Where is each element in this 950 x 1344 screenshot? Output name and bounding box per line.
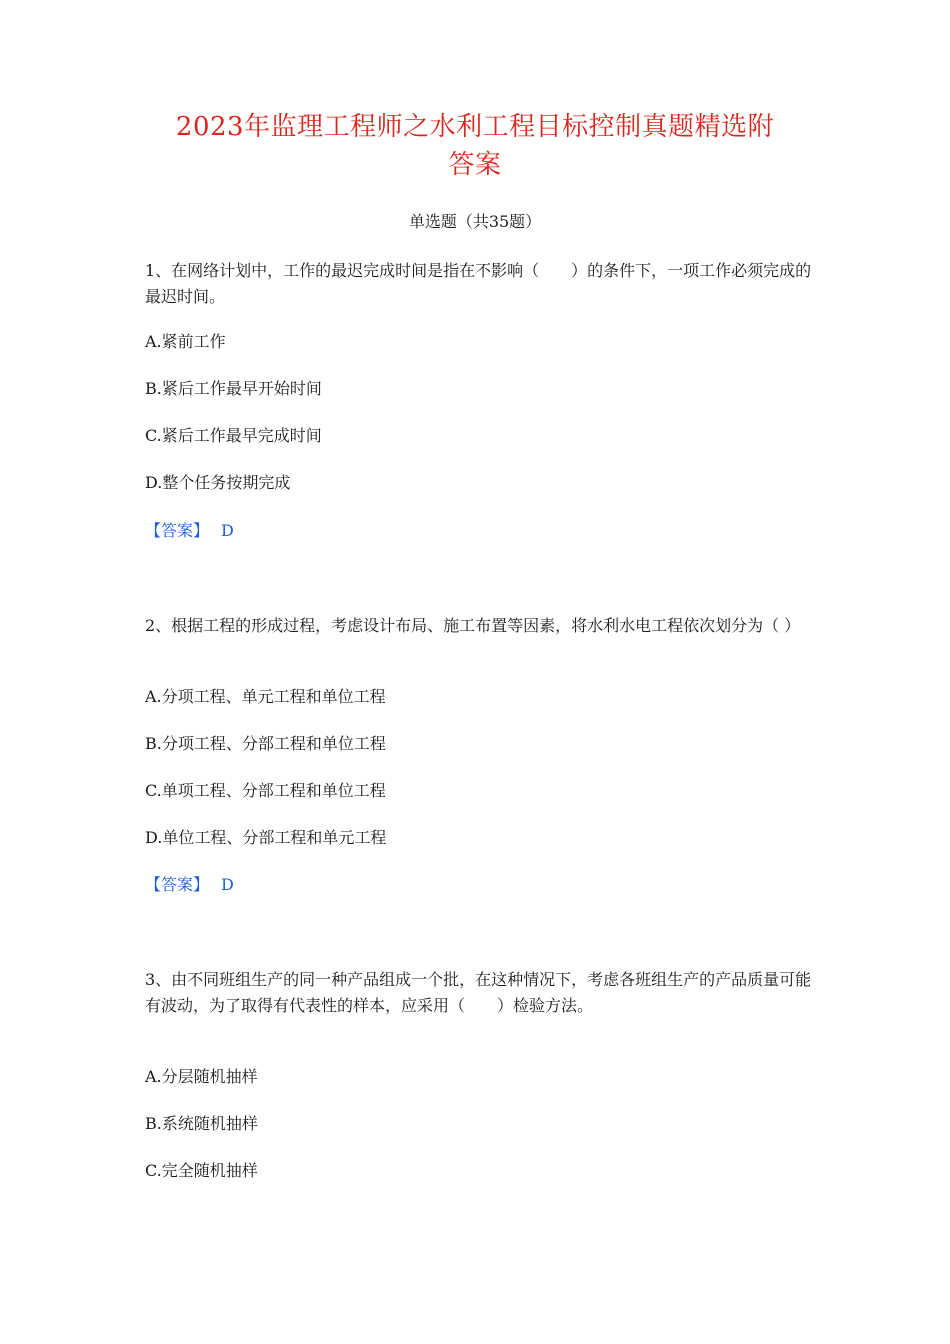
- question-3-text: 3、由不同班组生产的同一种产品组成一个批，在这种情况下，考虑各班组生产的产品质量可能有波动，为了取得有代表性的样本，应采用（ ）检验方法。: [145, 970, 812, 1015]
- question-2-option-b: B.分项工程、分部工程和单位工程: [145, 734, 386, 753]
- question-1-option-c: C.紧后工作最早完成时间: [145, 426, 322, 445]
- question-2-option-a: A.分项工程、单元工程和单位工程: [145, 687, 386, 706]
- question-1-option-b: B.紧后工作最早开始时间: [145, 379, 322, 398]
- section-heading: 单选题（共35题）: [408, 212, 542, 231]
- title-line-2: 答案: [448, 150, 502, 180]
- answer-label: 【答案】: [145, 875, 210, 894]
- question-1-answer: [145, 519, 234, 543]
- answer-value: D: [221, 875, 234, 894]
- document-title: [110, 108, 840, 184]
- question-2-option-d: D.单位工程、分部工程和单元工程: [145, 828, 387, 847]
- question-3-option-a: A.分层随机抽样: [145, 1067, 258, 1086]
- question-1-text: 1、在网络计划中，工作的最迟完成时间是指在不影响（ ）的条件下，一项工作必须完成的最迟时间。: [145, 261, 812, 306]
- question-1-option-d: D.整个任务按期完成: [145, 473, 291, 492]
- question-1-option-a: A.紧前工作: [145, 332, 226, 351]
- question-2-text: 2、根据工程的形成过程，考虑设计布局、施工布置等因素，将水利水电工程依次划分为（ ）: [145, 616, 801, 635]
- question-3-option-b: B.系统随机抽样: [145, 1114, 258, 1133]
- question-2-option-c: C.单项工程、分部工程和单位工程: [145, 781, 386, 800]
- question-2-answer: [145, 873, 234, 897]
- question-3-option-c: C.完全随机抽样: [145, 1161, 258, 1180]
- answer-value: D: [221, 521, 234, 540]
- answer-label: 【答案】: [145, 521, 210, 540]
- title-line-1: 2023年监理工程师之水利工程目标控制真题精选附: [175, 112, 775, 142]
